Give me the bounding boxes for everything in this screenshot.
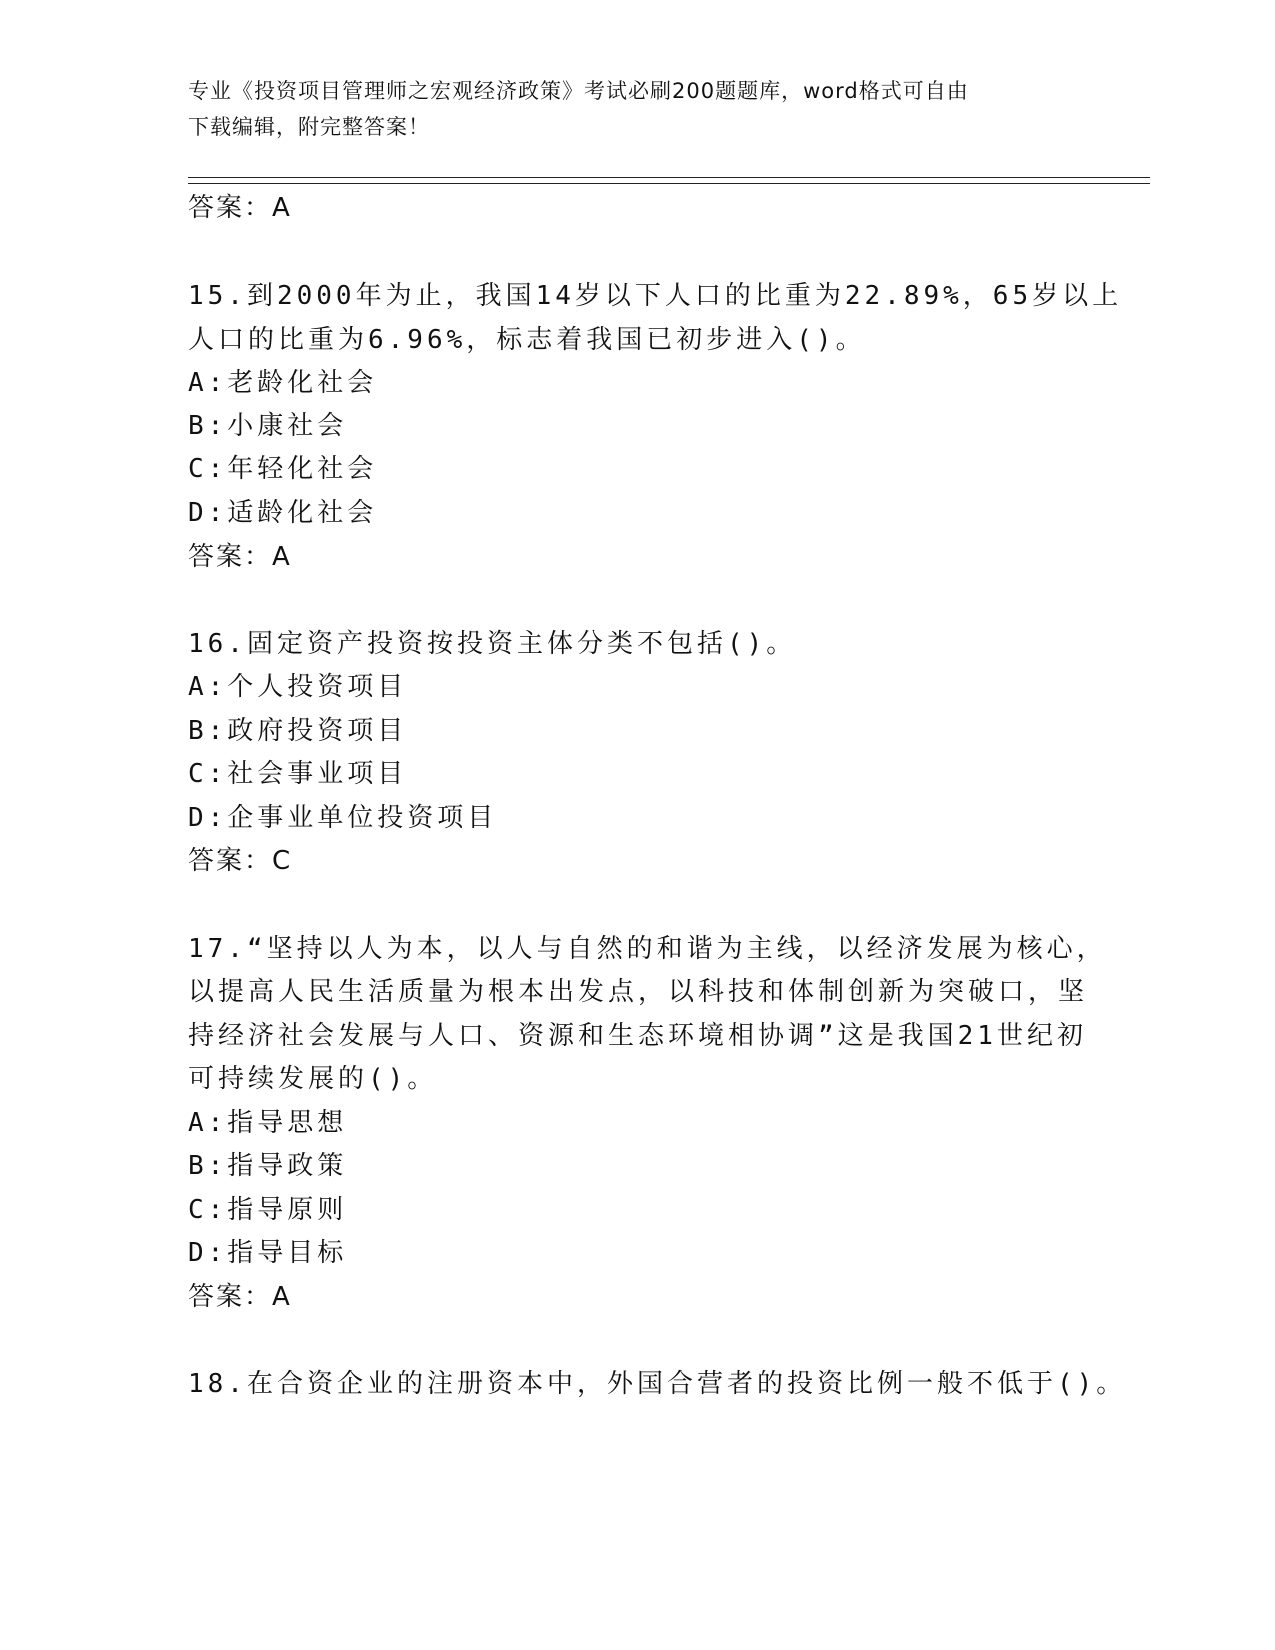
question-15-option-c: C:年轻化社会 <box>188 454 378 484</box>
question-16-option-b: B:政府投资项目 <box>188 716 408 746</box>
document-header <box>188 73 1068 145</box>
question-15-option-a: A:老龄化社会 <box>188 368 378 398</box>
header-divider-bottom <box>188 183 1150 184</box>
answer-label: 答案： <box>188 1282 273 1312</box>
question-17-option-a: A:指导思想 <box>188 1108 348 1138</box>
answer-label: 答案： <box>188 193 273 223</box>
question-16-line-1: 16.固定资产投资按投资主体分类不包括()。 <box>188 629 797 659</box>
answer-label: 答案： <box>188 542 273 572</box>
question-17-option-c: C:指导原则 <box>188 1195 348 1225</box>
question-15-option-b: B:小康社会 <box>188 411 348 441</box>
question-16-option-d: D:企事业单位投资项目 <box>188 803 498 833</box>
header-divider-top <box>188 177 1150 178</box>
question-17-line-2: 以提高人民生活质量为根本出发点，以科技和体制创新为突破口，坚 <box>188 977 1089 1007</box>
question-17-line-3: 持经济社会发展与人口、资源和生态环境相协调”这是我国21世纪初 <box>188 1021 1087 1051</box>
question-17-line-1: 17.“坚持以人为本，以人与自然的和谐为主线，以经济发展为核心， <box>188 934 1107 964</box>
answer-value: A <box>272 542 292 572</box>
question-17-option-b: B:指导政策 <box>188 1151 348 1181</box>
question-16-option-c: C:社会事业项目 <box>188 759 408 789</box>
question-17-line-4: 可持续发展的()。 <box>188 1064 438 1094</box>
header-line-1: 专业《投资项目管理师之宏观经济政策》考试必刷200题题库，word格式可自由 <box>188 79 969 103</box>
question-18-line-1: 18.在合资企业的注册资本中，外国合营者的投资比例一般不低于()。 <box>188 1369 1127 1399</box>
question-15-option-d: D:适龄化社会 <box>188 498 378 528</box>
question-17-answer <box>188 1276 292 1313</box>
question-15-answer <box>188 536 292 573</box>
question-16-option-a: A:个人投资项目 <box>188 672 408 702</box>
header-line-2: 下载编辑，附完整答案！ <box>188 115 430 139</box>
question-15-line-1: 15.到2000年为止，我国14岁以下人口的比重为22.89%，65岁以上 <box>188 281 1123 311</box>
question-17-option-d: D:指导目标 <box>188 1238 348 1268</box>
answer-line <box>188 187 292 224</box>
answer-value: A <box>272 193 292 223</box>
answer-label: 答案： <box>188 846 273 876</box>
answer-value: A <box>272 1282 292 1312</box>
question-16-answer <box>188 840 292 877</box>
question-15-line-2: 人口的比重为6.96%，标志着我国已初步进入()。 <box>188 325 866 355</box>
answer-value: C <box>272 846 293 876</box>
